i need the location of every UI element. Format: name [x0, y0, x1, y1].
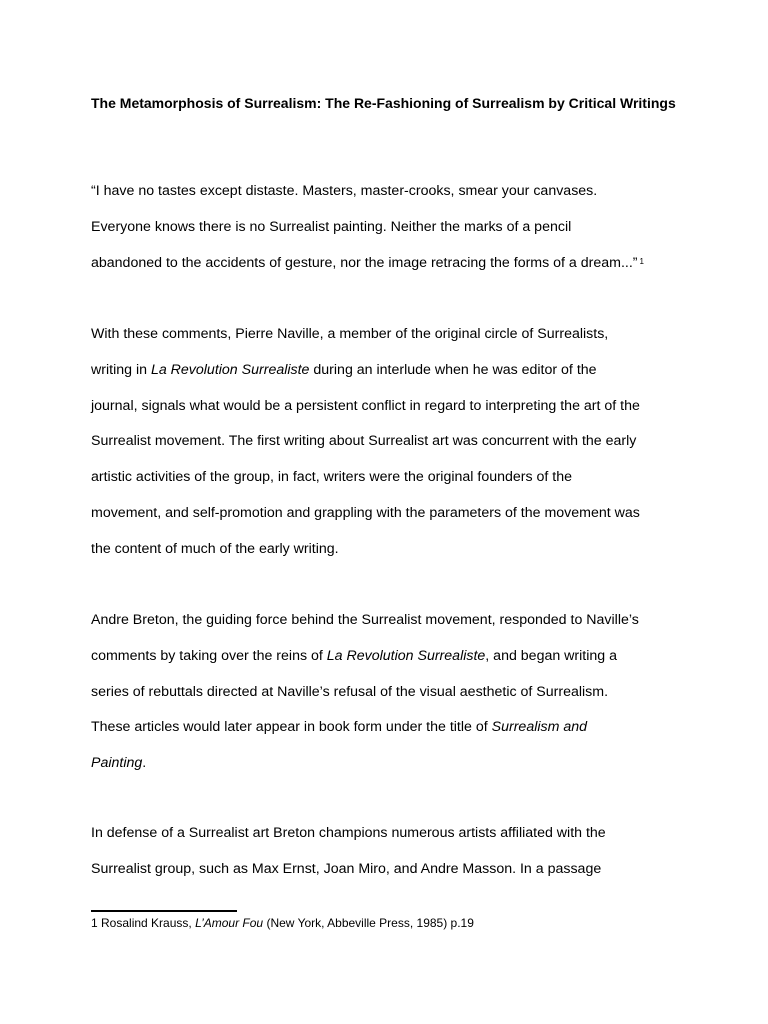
- text-run: comments by taking over the reins of: [91, 647, 327, 664]
- paragraph-line: [91, 746, 691, 782]
- text-run: writing in: [91, 361, 151, 378]
- text-run: during an interlude when he was editor of the: [309, 361, 597, 378]
- paragraph-line: [91, 710, 691, 746]
- paragraph-line: series of rebuttals directed at Naville’s refusal of the visual aesthetic of Surrealism.: [91, 683, 609, 700]
- text-run: These articles would later appear in book form under the title of: [91, 719, 492, 736]
- document-title: The Metamorphosis of Surrealism: The Re-Fashioning of Surrealism by Critical Writings: [91, 95, 676, 111]
- paragraph-line: artistic activities of the group, in fact, writers were the original founders of the: [91, 469, 573, 486]
- paragraph-line: In defense of a Surrealist art Breton champions numerous artists affiliated with the: [91, 825, 606, 841]
- paragraph-line: Andre Breton, the guiding force behind the Surrealist movement, responded to Naville’s: [91, 612, 639, 628]
- paragraph-naville: [91, 317, 691, 568]
- journal-title-italic: La Revolution Surrealiste: [150, 361, 310, 378]
- paragraph-line: With these comments, Pierre Naville, a member of the original circle of Surrealists,: [91, 326, 609, 342]
- quote-line: “I have no tastes except distaste. Masters, master-crooks, smear your canvases.: [91, 183, 598, 199]
- paragraph-line: the content of much of the early writing.: [91, 540, 339, 557]
- footnote: [91, 915, 691, 931]
- paragraph-line: Surrealist group, such as Max Ernst, Joan Miro, and Andre Masson. In a passage: [91, 860, 602, 877]
- quote-line-text: abandoned to the accidents of gesture, nor the image retracing the forms of a dream...”: [91, 254, 638, 271]
- book-title-italic: Surrealism and: [491, 719, 588, 736]
- footnote-reference: 1: [639, 256, 644, 266]
- paragraph-line: [91, 353, 691, 389]
- paragraph-defense: [91, 816, 691, 888]
- paragraph-line: Surrealist movement. The first writing about Surrealist art was concurrent with the early: [91, 433, 637, 450]
- opening-quote: [91, 174, 691, 281]
- paragraph-line: journal, signals what would be a persistent conflict in regard to interpreting the art of the: [91, 397, 640, 414]
- footnote-text: 1 Rosalind Krauss,: [91, 916, 196, 930]
- quote-line: Everyone knows there is no Surrealist painting. Neither the marks of a pencil: [91, 218, 572, 235]
- text-run: , and began writing a: [485, 647, 618, 664]
- footnote-text: (New York, Abbeville Press, 1985) p.19: [263, 916, 474, 930]
- quote-line-last: [91, 246, 691, 282]
- footnote-book-title-italic: L’Amour Fou: [195, 916, 264, 930]
- paragraph-line: movement, and self-promotion and grappling with the parameters of the movement was: [91, 504, 640, 521]
- paragraph-line: [91, 639, 691, 675]
- journal-title-italic: La Revolution Surrealiste: [326, 647, 486, 664]
- text-run: .: [142, 755, 147, 772]
- paragraph-breton: [91, 603, 691, 782]
- book-title-italic: Painting: [91, 755, 143, 772]
- footnote-separator: [91, 910, 237, 912]
